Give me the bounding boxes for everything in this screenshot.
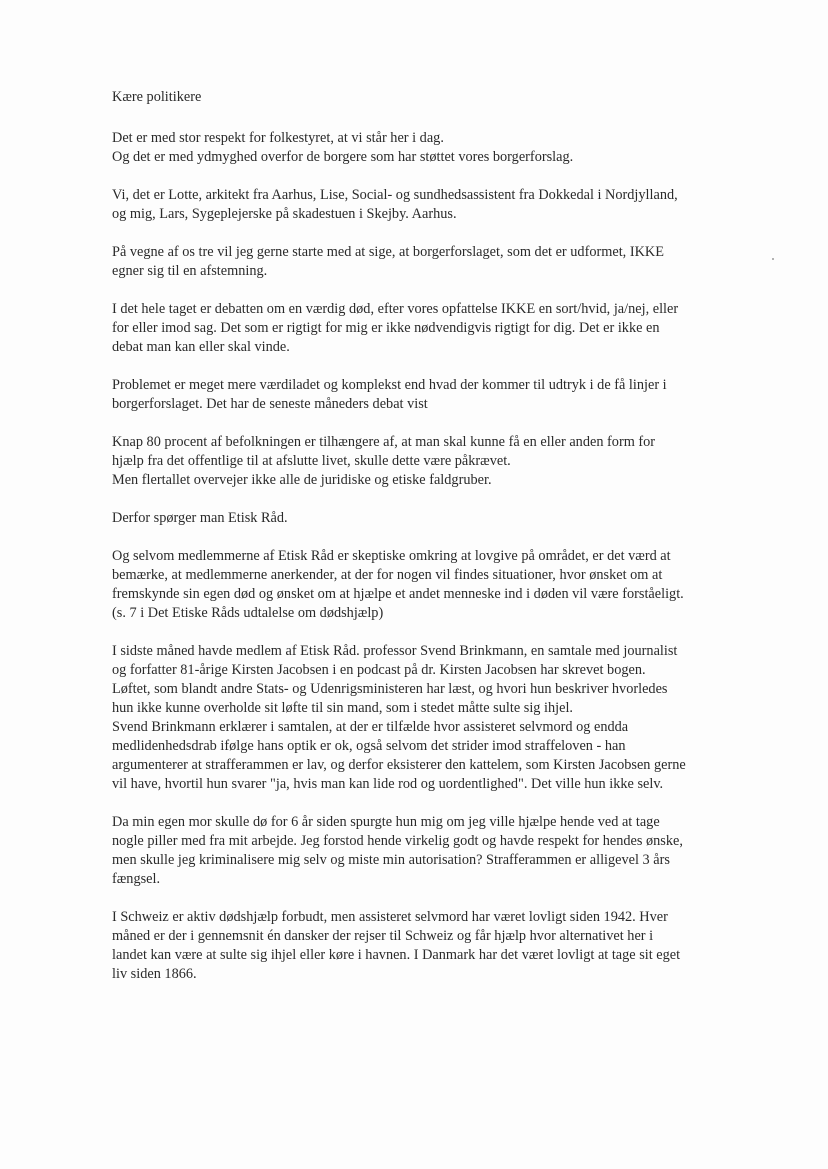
text-line: borgerforslaget. Det har de seneste måneders debat vist bbox=[112, 396, 428, 412]
text-line: landet kan være at sulte sig ihjel eller køre i havnen. I Danmark har det været lovligt at tage sit eget bbox=[112, 947, 681, 963]
letter-body bbox=[112, 129, 748, 984]
greeting: Kære politikere bbox=[112, 89, 202, 105]
text-line: Det er med stor respekt for folkestyret, at vi står her i dag. bbox=[112, 130, 444, 146]
text-line: Knap 80 procent af befolkningen er tilhængere af, at man skal kunne få en eller anden form for bbox=[112, 434, 656, 450]
paragraph bbox=[112, 129, 748, 167]
text-line: hun ikke kunne overholde sit løfte til sin mand, som i stedet måtte sulte sig ihjel. bbox=[112, 700, 574, 716]
text-line: Og selvom medlemmerne af Etisk Råd er skeptiske omkring at lovgive på området, er det værd at bbox=[112, 548, 671, 564]
paragraph bbox=[112, 642, 748, 794]
text-line: argumenterer at strafferammen er lav, og derfor eksisterer den kattelem, som Kirsten Jacobsen gerne bbox=[112, 757, 686, 773]
text-line: I Schweiz er aktiv dødshjælp forbudt, men assisteret selvmord har været lovligt siden 1942. Hver bbox=[112, 909, 668, 925]
paragraph bbox=[112, 509, 748, 528]
paragraph bbox=[112, 547, 748, 623]
paragraph bbox=[112, 186, 748, 224]
text-line: Men flertallet overvejer ikke alle de juridiske og etiske faldgruber. bbox=[112, 472, 492, 488]
text-line: Og det er med ydmyghed overfor de borgere som har støttet vores borgerforslag. bbox=[112, 149, 574, 165]
text-line: egner sig til en afstemning. bbox=[112, 263, 268, 279]
paragraph bbox=[112, 243, 748, 281]
text-line: for eller imod sag. Det som er rigtigt for mig er ikke nødvendigvis rigtigt for dig. Det er ikke en bbox=[112, 320, 660, 336]
paragraph bbox=[112, 813, 748, 889]
text-line: Derfor spørger man Etisk Råd. bbox=[112, 510, 288, 526]
text-line: måned er der i gennemsnit én dansker der rejser til Schweiz og får hjælp hvor alternativet her i bbox=[112, 928, 654, 944]
paragraph bbox=[112, 908, 748, 984]
paragraph bbox=[112, 433, 748, 490]
text-line: (s. 7 i Det Etiske Råds udtalelse om dødshjælp) bbox=[112, 605, 384, 621]
text-line: og mig, Lars, Sygeplejerske på skadestuen i Skejby. Aarhus. bbox=[112, 206, 457, 222]
text-line: men skulle jeg kriminalisere mig selv og miste min autorisation? Strafferammen er alligevel 3 års bbox=[112, 852, 670, 868]
text-line: I det hele taget er debatten om en værdig død, efter vores opfattelse IKKE en sort/hvid, ja/nej, eller bbox=[112, 301, 679, 317]
text-line: Svend Brinkmann erklærer i samtalen, at der er tilfælde hvor assisteret selvmord og endda bbox=[112, 719, 629, 735]
text-line: nogle piller med fra mit arbejde. Jeg forstod hende virkelig godt og havde respekt for hendes ønske, bbox=[112, 833, 683, 849]
text-line: debat man kan eller skal vinde. bbox=[112, 339, 290, 355]
paragraph bbox=[112, 376, 748, 414]
text-line: Problemet er meget mere værdiladet og komplekst end hvad der kommer til udtryk i de få linjer i bbox=[112, 377, 667, 393]
text-line: vil have, hvortil hun svarer "ja, hvis man kan lide rod og uordentlighed". Det ville hun ikke selv. bbox=[112, 776, 664, 792]
paragraph bbox=[112, 300, 748, 357]
text-line: Vi, det er Lotte, arkitekt fra Aarhus, Lise, Social- og sundhedsassistent fra Dokkedal i Nordjylland, bbox=[112, 187, 678, 203]
text-line: liv siden 1866. bbox=[112, 966, 197, 982]
text-line: medlidenhedsdrab ifølge hans optik er ok, også selvom det strider imod straffeloven - han bbox=[112, 738, 626, 754]
text-line: hjælp fra det offentlige til at afslutte livet, skulle dette være påkrævet. bbox=[112, 453, 511, 469]
text-line: og forfatter 81-årige Kirsten Jacobsen i en podcast på dr. Kirsten Jacobsen har skrevet bogen. bbox=[112, 662, 646, 678]
scan-speck bbox=[772, 258, 774, 260]
text-line: På vegne af os tre vil jeg gerne starte med at sige, at borgerforslaget, som det er udformet, IKKE bbox=[112, 244, 664, 260]
text-line: Løftet, som blandt andre Stats- og Udenrigsministeren har læst, og hvori hun beskriver hvorledes bbox=[112, 681, 668, 697]
text-line: fængsel. bbox=[112, 871, 161, 887]
text-line: bemærke, at medlemmerne anerkender, at der for nogen vil findes situationer, hvor ønsket om at bbox=[112, 567, 663, 583]
text-line: Da min egen mor skulle dø for 6 år siden spurgte hun mig om jeg ville hjælpe hende ved at tage bbox=[112, 814, 660, 830]
text-line: I sidste måned havde medlem af Etisk Råd. professor Svend Brinkmann, en samtale med journalist bbox=[112, 643, 678, 659]
text-line: fremskynde sin egen død og ønsket om at hjælpe et andet menneske ind i døden vil være forståeligt. bbox=[112, 586, 684, 602]
